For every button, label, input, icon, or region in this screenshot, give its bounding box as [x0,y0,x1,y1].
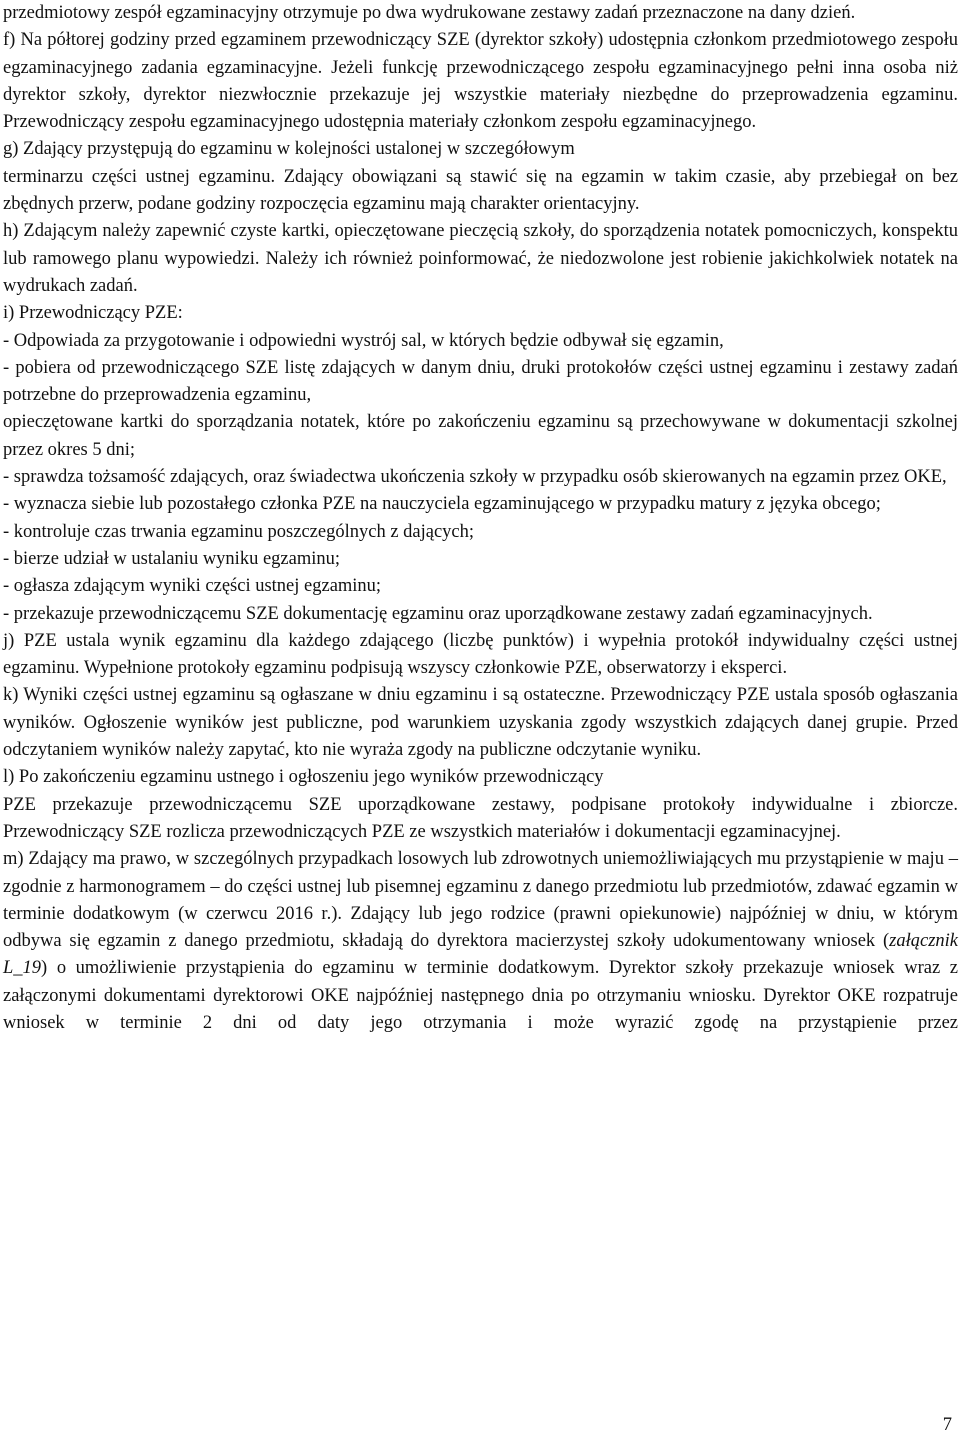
attachment-reference: załącznik L_19 [3,931,958,979]
list-item-continuation: opieczętowane kartki do sporządzania notatek, które po zakończeniu egzaminu są przechowywane w dokumentacji szkolnej przez okres 5 dni; [3,412,958,460]
paragraph-g-line-1: g) Zdający przystępują do egzaminu w kolejności ustalonej w szczegółowym [3,139,575,160]
paragraph-m-text-end: ) o umożliwienie przystąpienia do egzaminu w terminie dodatkowym. Dyrektor szkoły przekazuje wniosek wraz z załączonymi dokumentami dyrektorowi OKE najpóźniej następnego dnia po otrzymaniu wniosku. Dyrektor OKE rozpatruje wniosek w terminie 2 dni od daty jego otrzymania i może wyrazić zgodę na przystąpienie przez [3,958,958,1033]
paragraph-m-text-start: m) Zdający ma prawo, w szczególnych przypadkach losowych lub zdrowotnych uniemożliwiających mu przystąpienie w maju – zgodnie z harmonogramem – do części ustnej lub pisemnej egzaminu z danego przedmiotu lub przedmiotów, zdawać egzamin w terminie dodatkowym (w czerwcu 2016 r.). Zdający lub jego rodzice (prawni opiekunowie) najpóźniej w dniu, w którym odbywa się egzamin z danego przedmiotu, składają do dyrektora macierzystej szkoły udokumentowany wniosek ( [3,849,958,952]
paragraph-k: k) Wyniki części ustnej egzaminu są ogłaszane w dniu egzaminu i są ostateczne. Przewodniczący PZE ustala sposób ogłaszania wyników. Ogłoszenie wyników jest publiczne, pod warunkiem uzyskania zgody wszystkich zdających danej grupie. Przed odczytaniem wyników należy zapytać, kto nie wyraża zgody na publiczne odczytanie wyniku. [3,685,958,761]
paragraph-g-continuation: terminarzu części ustnej egzaminu. Zdający obowiązani są stawić się na egzamin w takim czasie, aby przebiegał on bez zbędnych przerw, podane godziny rozpoczęcia egzaminu mają charakter orientacyjny. [3,166,958,215]
list-item: - kontroluje czas trwania egzaminu poszczególnych z dających; [3,521,475,542]
page-number: 7 [942,1415,952,1435]
paragraph-l-continuation: PZE przekazuje przewodniczącemu SZE uporządkowane zestawy, podpisane protokoły indywidualne i zbiorcze. Przewodniczący SZE rozlicza przewodniczących PZE ze wszystkich materiałów i dokumentacji egzaminacyjnej. [3,794,958,842]
list-item: - bierze udział w ustalaniu wyniku egzaminu; [3,548,341,569]
paragraph-m [3,846,958,1037]
list-item: - pobiera od przewodniczącego SZE listę zdających w danym dniu, druki protokołów części ustnej egzaminu i zestawy zadań potrzebne do przeprowadzenia egzaminu, [3,357,958,406]
list-item: - wyznacza siebie lub pozostałego członka PZE na nauczyciela egzaminującego w przypadku matury z języka obcego; [3,494,881,515]
paragraph-j: j) PZE ustala wynik egzaminu dla każdego zdającego (liczbę punktów) i wypełnia protokół indywidualny części ustnej egzaminu. Wypełnione protokoły egzaminu podpisują wszyscy członkowie PZE, obserwatorzy i eksperci. [3,630,958,679]
paragraph-i-heading: i) Przewodniczący PZE: [3,303,183,324]
list-item: - sprawdza tożsamość zdających, oraz świadectwa ukończenia szkoły w przypadku osób skierowanych na egzamin przez OKE, [3,467,947,488]
paragraph-f: f) Na półtorej godziny przed egzaminem przewodniczący SZE (dyrektor szkoły) udostępnia członkom przedmiotowego zespołu egzaminacyjnego zadania egzaminacyjne. Jeżeli funkcję przewodniczącego zespołu egzaminacyjnego pełni inna osoba niż dyrektor szkoły, dyrektor niezwłocznie przekazuje jej wszystkie materiały niezbędne do przeprowadzenia egzaminu. Przewodniczący zespołu egzaminacyjnego udostępnia materiały członkom zespołu egzaminacyjnego. [3,30,958,133]
paragraph-h: h) Zdającym należy zapewnić czyste kartki, opieczętowane pieczęcią szkoły, do sporządzenia notatek pomocniczych, konspektu lub ramowego planu wypowiedzi. Należy ich również poinformować, że niedozwolone jest robienie jakichkolwiek notatek na wydrukach zadań. [3,221,958,296]
paragraph-l-line-1: l) Po zakończeniu egzaminu ustnego i ogłoszeniu jego wyników przewodniczący [3,767,604,788]
list-item: - przekazuje przewodniczącemu SZE dokumentację egzaminu oraz uporządkowane zestawy zadań egzaminacyjnych. [3,603,873,624]
document-body [3,0,958,1037]
list-item: - Odpowiada za przygotowanie i odpowiedni wystrój sal, w których będzie odbywał się egzamin, [3,330,724,351]
list-item: - ogłasza zdającym wyniki części ustnej egzaminu; [3,576,382,597]
paragraph-e-continuation: przedmiotowy zespół egzaminacyjny otrzymuje po dwa wydrukowane zestawy zadań przeznaczone na dany dzień. [3,3,856,23]
